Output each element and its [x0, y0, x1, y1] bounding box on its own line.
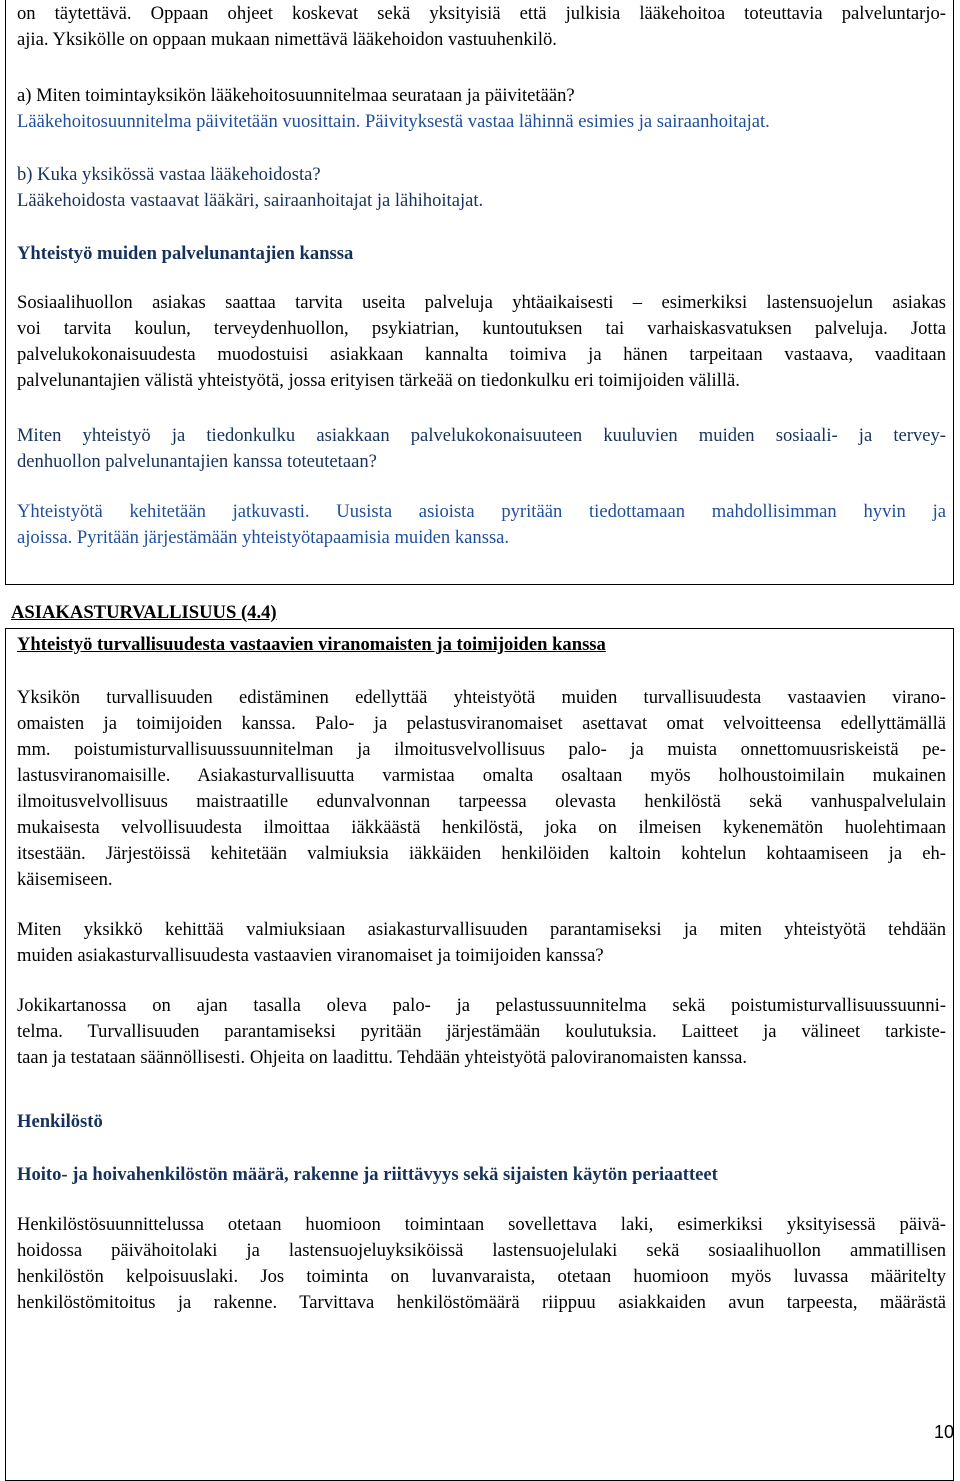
cooperation-question — [17, 423, 946, 475]
staff-line: henkilöstön kelpoisuuslaki. Jos toiminta on luvanvaraista, otetaan huomioon myös luvassa määritelty — [17, 1266, 946, 1287]
staff-subheading: Hoito- ja hoivahenkilöstön määrä, rakenne ja riittävyys sekä sijaisten käytön periaatteet — [17, 1164, 718, 1185]
staff-line: henkilöstömitoitus ja rakenne. Tarvittava henkilöstömäärä riippuu asiakkaiden avun tarpeesta, määrästä — [17, 1292, 946, 1313]
cooperation-answer-line: ajoissa. Pyritään järjestämään yhteistyötapaamisia muiden kanssa. — [17, 527, 510, 548]
safety-question-line: muiden asiakasturvallisuudesta vastaavien viranomaiset ja toimijoiden kanssa? — [17, 945, 604, 966]
cooperation-answer-line: Yhteistyötä kehitetään jatkuvasti. Uusista asioista pyritään tiedottamaan mahdollisimman hyvin ja — [17, 501, 946, 522]
safety-cooperation-heading: Yhteistyö turvallisuudesta vastaavien viranomaisten ja toimijoiden kanssa — [17, 634, 606, 655]
safety-line: Yksikön turvallisuuden edistäminen edellyttää yhteistyötä muiden turvallisuudesta vastaavien virano- — [17, 687, 946, 708]
answer-b: Lääkehoidosta vastaavat lääkäri, sairaanhoitajat ja lähihoitajat. — [17, 190, 484, 211]
safety-line: mukaisesta velvollisuudesta ilmoittaa iäkkäästä henkilöstä, joka on ilmeisen kykenemätön huolehtimaan — [17, 817, 946, 838]
safety-answer-line: telma. Turvallisuuden parantamiseksi pyritään järjestämään koulutuksia. Laitteet ja välineet tarkiste- — [17, 1021, 946, 1042]
safety-line: lastusviranomaisille. Asiakasturvallisuutta varmistaa omalta osaltaan myös holhoustoimilain mukainen — [17, 765, 946, 786]
safety-paragraph — [17, 685, 946, 893]
cooperation-paragraph — [17, 290, 946, 394]
cooperation-line: palvelunantajien välistä yhteistyötä, jossa erityisen tärkeää on tiedonkulku eri toimijoiden välillä. — [17, 370, 740, 391]
question-b: b) Kuka yksikössä vastaa lääkehoidosta? — [17, 164, 321, 185]
answer-a: Lääkehoitosuunnitelma päivitetään vuosittain. Päivityksestä vastaa lähinnä esimies ja sairaanhoitajat. — [17, 111, 770, 132]
upper-section-box — [5, 0, 954, 585]
safety-line: mm. poistumisturvallisuussuunnitelman ja ilmoitusvelvollisuus palo- ja muista onnettomuusriskeistä pe- — [17, 739, 946, 760]
safety-answer-line: Jokikartanossa on ajan tasalla oleva palo- ja pelastussuunnitelma sekä poistumisturvallisuussuunni- — [17, 995, 946, 1016]
safety-line: omaisten ja toimijoiden kanssa. Palo- ja pelastusviranomaiset asettavat omat velvoitteensa edellyttämällä — [17, 713, 946, 734]
section-title: ASIAKASTURVALLISUUS (4.4) — [11, 602, 277, 623]
cooperation-line: palvelukokonaisuudesta muodostuisi asiakkaan kannalta toimiva ja hänen tarpeitaan vastaava, vaaditaan — [17, 344, 946, 365]
question-a: a) Miten toimintayksikön lääkehoitosuunnitelmaa seurataan ja päivitetään? — [17, 85, 575, 106]
cooperation-answer — [17, 499, 946, 551]
staff-line: hoidossa päivähoitolaki ja lastensuojeluyksiköissä lastensuojelulaki sekä sosiaalihuollon ammatillisen — [17, 1240, 946, 1261]
safety-question-line: Miten yksikkö kehittää valmiuksiaan asiakasturvallisuuden parantamiseksi ja miten yhteistyötä tehdään — [17, 919, 946, 940]
page-number: 10 — [933, 1422, 954, 1442]
staff-paragraph — [17, 1212, 946, 1316]
safety-question — [17, 917, 946, 969]
cooperation-heading: Yhteistyö muiden palvelunantajien kanssa — [17, 243, 354, 264]
safety-line: itsestään. Järjestöissä kehitetään valmiuksia iäkkäiden henkilöiden kaltoin kohtelun kohtaamiseen ja eh- — [17, 843, 946, 864]
cooperation-question-line: denhuollon palvelunantajien kanssa toteutetaan? — [17, 451, 377, 472]
safety-line: käisemiseen. — [17, 869, 113, 890]
cooperation-line: Sosiaalihuollon asiakas saattaa tarvita useita palveluja yhtäaikaisesti – esimerkiksi lastensuojelun asiakas — [17, 292, 946, 313]
cooperation-line: voi tarvita koulun, terveydenhuollon, psykiatrian, kuntoutuksen tai varhaiskasvatuksen palveluja. Jotta — [17, 318, 946, 339]
staff-line: Henkilöstösuunnittelussa otetaan huomioon toimintaan sovellettava laki, esimerkiksi yksityisessä päivä- — [17, 1214, 946, 1235]
safety-line: ilmoitusvelvollisuus maistraatille edunvalvonnan tarpeessa olevasta henkilöstä sekä vanhuspalvelulain — [17, 791, 946, 812]
staff-heading: Henkilöstö — [17, 1111, 103, 1132]
safety-answer-line: taan ja testataan säännöllisesti. Ohjeita on laadittu. Tehdään yhteistyötä paloviranomaisten kanssa. — [17, 1047, 748, 1068]
cooperation-question-line: Miten yhteistyö ja tiedonkulku asiakkaan palvelukokonaisuuteen kuuluvien muiden sosiaali- ja tervey- — [17, 425, 946, 446]
safety-answer — [17, 993, 946, 1071]
intro-line-2: ajia. Yksikölle on oppaan mukaan nimettävä lääkehoidon vastuuhenkilö. — [17, 29, 557, 50]
intro-line-1: on täytettävä. Oppaan ohjeet koskevat sekä yksityisiä että julkisia lääkehoitoa toteuttavia palveluntarjo- — [17, 3, 946, 24]
lower-section-box — [5, 628, 954, 1481]
